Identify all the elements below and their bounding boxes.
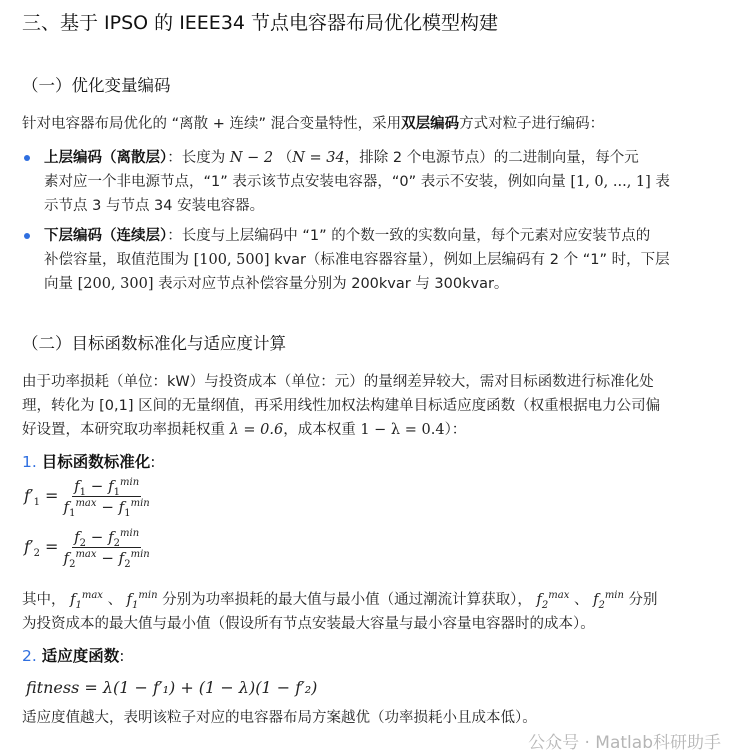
- bullet-upper-encoding: [44, 146, 670, 218]
- intro-paragraph: [22, 112, 604, 136]
- conclusion-text: 适应度值越大，表明该粒子对应的电容器布局方案越优（功率损耗小且成本低）。: [22, 710, 537, 726]
- text: kvar（标准电容器容量），例如上层编码有 2 个 “1” 时，下层: [269, 252, 670, 268]
- text: 由于功率损耗（单位：kW）与投资成本（单位：元）的量纲差异较大，需对目标函数进行标准化处: [22, 374, 654, 390]
- text: 方式对粒子进行编码：: [459, 116, 605, 132]
- math: λ = 0.6: [229, 422, 284, 438]
- text: ，排除 2 个电源节点）的二进制向量，每个元: [344, 150, 639, 166]
- equation-f2: $f'_2$ = $\frac{f_2 - f_2^{min}}{f_2^{max} - f_2^{min}}$: [24, 528, 150, 570]
- text: 为投资成本的最大值与最小值（假设所有节点安装最大容量与最小容量电容器时的成本）。: [22, 616, 595, 632]
- text: 素对应一个非电源节点，“1” 表示该节点安装电容器，“0” 表示不安装，例如向量: [44, 174, 571, 190]
- text: ：长度与上层编码中 “1” 的个数一致的实数向量，每个元素对应安装节点的: [167, 228, 651, 244]
- list-number: 2.: [22, 647, 37, 665]
- text: 分别为功率损耗的最大值与最小值（通过潮流计算获取），: [157, 592, 532, 608]
- list-label: 目标函数标准化: [41, 453, 151, 471]
- list-number: 1.: [22, 453, 37, 471]
- math: 1 − λ = 0.4: [360, 422, 445, 438]
- bullet-label: 下层编码（连续层）: [44, 228, 168, 244]
- bullet-label: 上层编码（离散层）: [44, 150, 168, 166]
- bold-text: 双层编码: [401, 116, 460, 132]
- text: ）：: [444, 422, 467, 438]
- bullet-icon: [24, 233, 30, 239]
- section-heading-2: （二）目标函数标准化与适应度计算: [22, 334, 286, 353]
- list-item-1: [22, 450, 155, 474]
- watermark: 公众号 · Matlab科研助手: [528, 733, 721, 753]
- text: 补偿容量，取值范围为: [44, 252, 194, 268]
- text: ，成本权重: [283, 422, 361, 438]
- equation-f1: $f'_1$ = $\frac{f_1 - f_1^{min}}{f_1^{max} - f_1^{min}}$: [24, 477, 150, 519]
- text: 向量: [44, 276, 78, 292]
- text: :: [150, 453, 156, 471]
- text: 表示对应节点补偿容量分别为 200kvar 与 300kvar。: [153, 276, 509, 292]
- text: 、: [573, 592, 589, 608]
- page-title: 三、基于 IPSO 的 IEEE34 节点电容器布局优化模型构建: [22, 12, 499, 34]
- text: :: [119, 647, 125, 665]
- text: 表: [650, 174, 670, 190]
- math: N = 34: [292, 150, 345, 166]
- normalization-paragraph: [22, 370, 660, 442]
- equation-fitness: fitness = λ(1 − f′₁) + (1 − λ)(1 − f′₂): [26, 678, 318, 697]
- list-label: 适应度函数: [41, 647, 120, 665]
- math: [200, 300]: [77, 276, 154, 292]
- text: 其中，: [22, 592, 66, 608]
- text: ：长度为: [167, 150, 230, 166]
- notation-note: 其中， $f_1^{max}$ 、 $f_1^{min}$ 分别为功率损耗的最大值与最小值（通过潮流计算获取）， $f_2^{max}$ 、 $f_2^{min}$ 分别 为投资成本的最大值与最小值（假设所有节点安装最大容量与最小容量电容器时的成本）。: [22, 588, 658, 636]
- list-item-2: [22, 644, 124, 668]
- bullet-lower-encoding: [44, 224, 670, 296]
- bullet-icon: [24, 155, 30, 161]
- text: 分别: [623, 592, 658, 608]
- text: 针对电容器布局优化的 “离散 + 连续” 混合变量特性，采用: [22, 116, 402, 132]
- math: [1, 0, ..., 1]: [570, 174, 651, 190]
- text: 好设置，本研究取功率损耗权重: [22, 422, 230, 438]
- math: N − 2: [229, 150, 274, 166]
- text: 示节点 3 与节点 34 安装电容器。: [44, 198, 265, 214]
- text: 理，转化为 [0,1] 区间的无量纲值，再采用线性加权法构建单目标适应度函数（权重根据电力公司偏: [22, 398, 661, 414]
- text: （: [277, 150, 293, 166]
- math: [100, 500]: [193, 252, 270, 268]
- section-heading-1: （一）优化变量编码: [22, 76, 171, 95]
- text: 、: [107, 592, 123, 608]
